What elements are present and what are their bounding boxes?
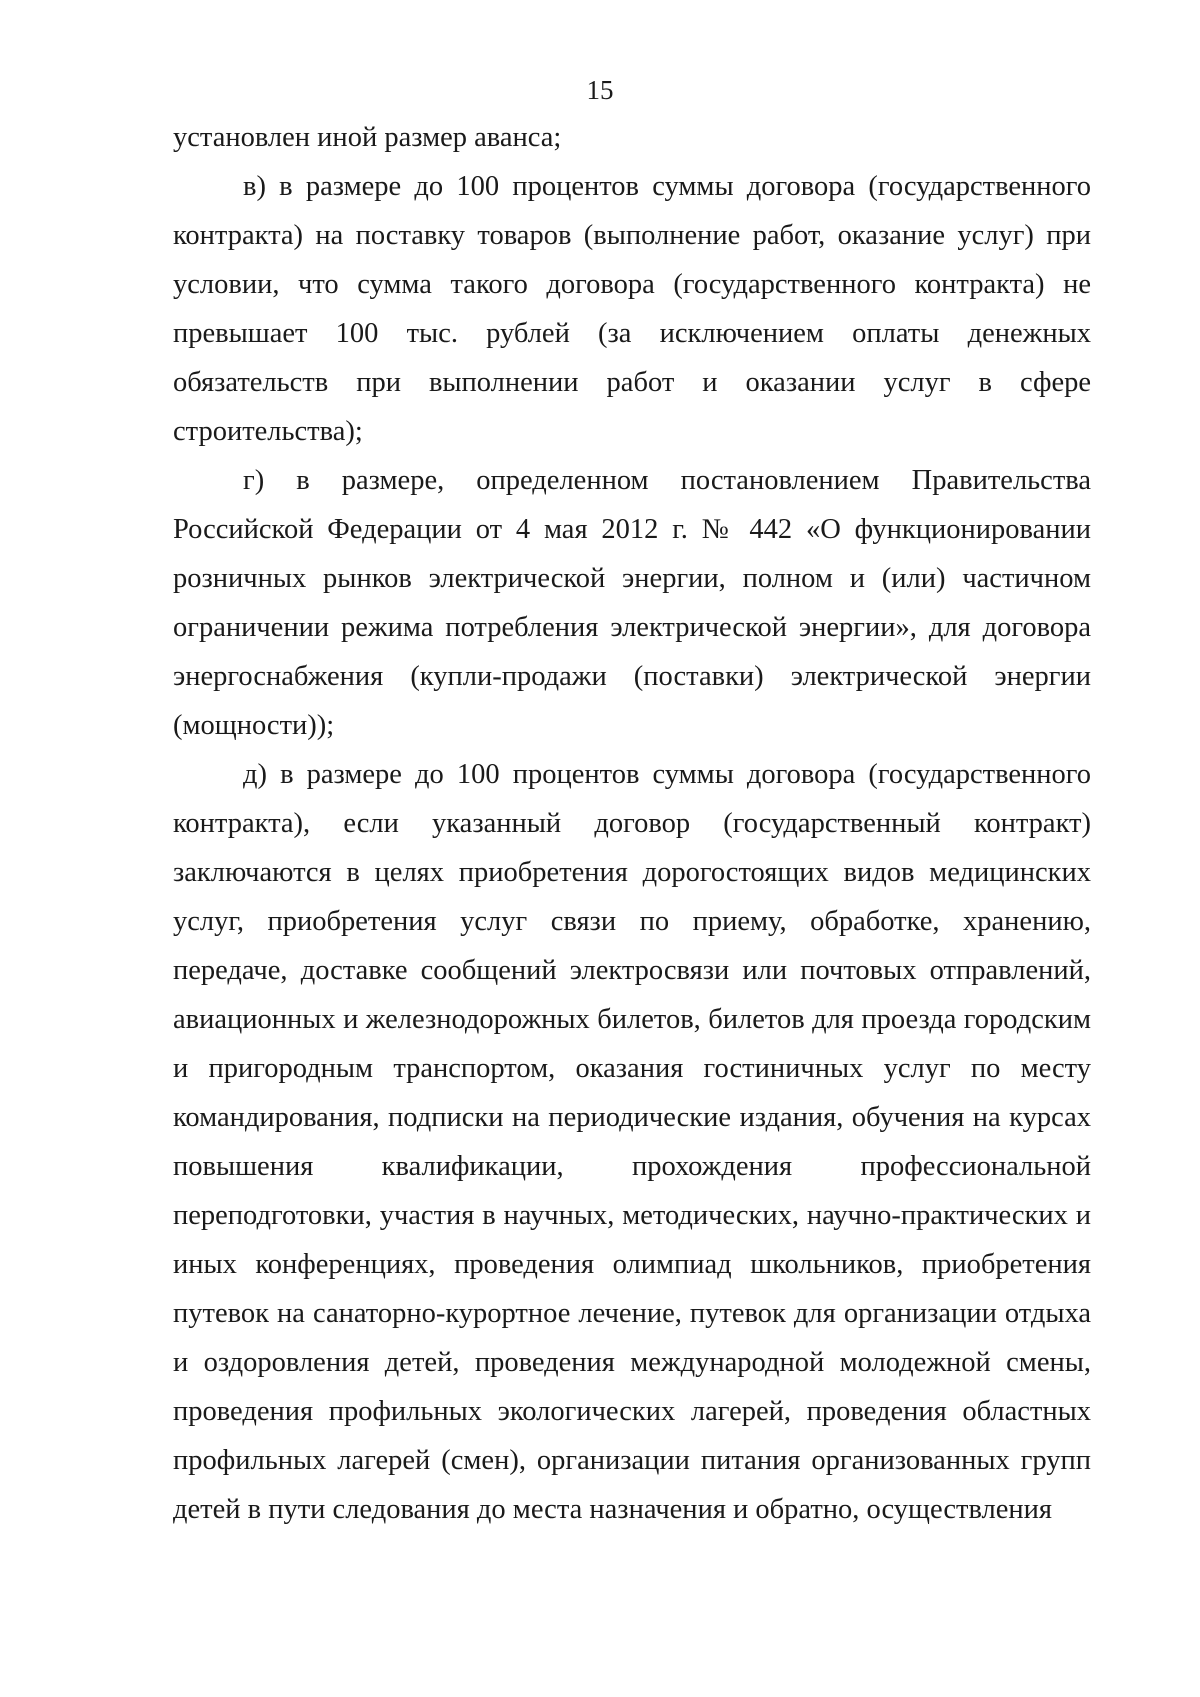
paragraph-continuation: установлен иной размер аванса;: [173, 122, 562, 153]
paragraph-item-g: г) в размере, определенном постановлением Правительства Российской Федерации от 4 мая 2012 г. № 442 «О функционировании розничных рынков электрической энергии, полном и (или) частичном ограничении режима потребления электрической энергии», для договора энергоснабжения (купли-продажи (поставки) электрической энергии (мощности));: [173, 465, 1091, 741]
paragraph-item-v: в) в размере до 100 процентов суммы договора (государственного контракта) на поставку товаров (выполнение работ, оказание услуг) при условии, что сумма такого договора (государственного контракта) не превышает 100 тыс. рублей (за исключением оплаты денежных обязательств при выполнении работ и оказании услуг в сфере строительства);: [173, 171, 1091, 447]
document-body: [173, 113, 1091, 1534]
page-number: 15: [586, 75, 614, 105]
paragraph-item-d: д) в размере до 100 процентов суммы договора (государственного контракта), если указанный договор (государственный контракт) заключаются в целях приобретения дорогостоящих видов медицинских услуг, приобретения услуг связи по приему, обработке, хранению, передаче, доставке сообщений электросвязи или почтовых отправлений, авиационных и железнодорожных билетов, билетов для проезда городским и пригородным транспортом, оказания гостиничных услуг по месту командирования, подписки на периодические издания, обучения на курсах повышения квалификации, прохождения профессиональной переподготовки, участия в научных, методических, научно-практических и иных конференциях, проведения олимпиад школьников, приобретения путевок на санаторно-курортное лечение, путевок для организации отдыха и оздоровления детей, проведения международной молодежной смены, проведения профильных экологических лагерей, проведения областных профильных лагерей (смен), организации питания организованных групп детей в пути следования до места назначения и обратно, осуществления: [173, 759, 1091, 1525]
